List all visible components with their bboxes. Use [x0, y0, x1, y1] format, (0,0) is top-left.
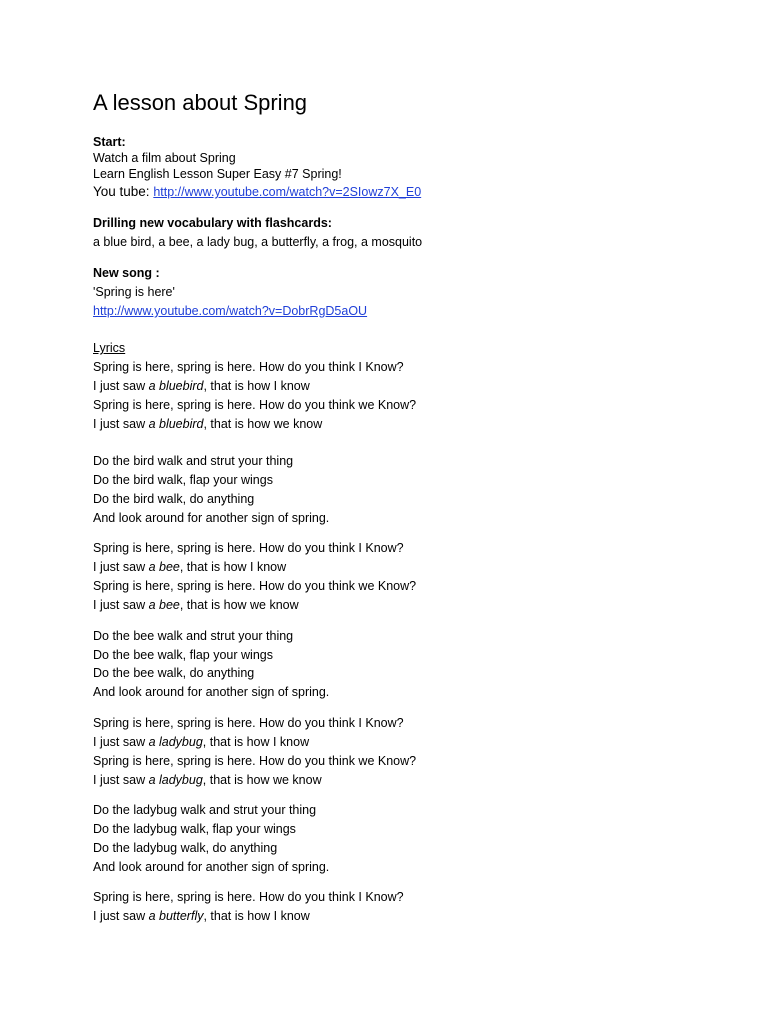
lyric-line: Spring is here, spring is here. How do you think I Know? — [93, 890, 404, 904]
lyric-line: I just saw a ladybug, that is how we know — [93, 773, 322, 787]
lyric-line: And look around for another sign of spring. — [93, 511, 330, 525]
lyric-line: And look around for another sign of spring. — [93, 685, 330, 699]
lyrics-heading: Lyrics — [93, 341, 126, 355]
lyric-line: Spring is here, spring is here. How do you think I Know? — [93, 541, 404, 555]
lyric-line: I just saw a ladybug, that is how I know — [93, 735, 310, 749]
lyric-line: I just saw a bee, that is how I know — [93, 560, 287, 574]
lyric-line: I just saw a bluebird, that is how I know — [93, 379, 310, 393]
lyric-line: Do the bird walk and strut your thing — [93, 454, 294, 468]
lyric-line: Do the ladybug walk and strut your thing — [93, 803, 317, 817]
start-heading: Start: — [93, 135, 126, 149]
drilling-heading: Drilling new vocabulary with flashcards: — [93, 216, 332, 230]
lyric-line: Do the ladybug walk, do anything — [93, 841, 278, 855]
lyric-line: Do the bee walk, flap your wings — [93, 648, 273, 662]
lyric-line: Do the bird walk, do anything — [93, 492, 255, 506]
youtube-link-1[interactable]: http://www.youtube.com/watch?v=2SIowz7X_E0 — [153, 185, 422, 199]
lyric-line: Do the ladybug walk, flap your wings — [93, 822, 296, 836]
lyric-line: Do the bird walk, flap your wings — [93, 473, 273, 487]
lyric-line: Spring is here, spring is here. How do you think I Know? — [93, 716, 404, 730]
lyric-line: Spring is here, spring is here. How do you think I Know? — [93, 360, 404, 374]
lyric-line: Do the bee walk, do anything — [93, 666, 255, 680]
start-line-1: Watch a film about Spring — [93, 151, 236, 165]
lyric-line: I just saw a bluebird, that is how we know — [93, 417, 323, 431]
lyric-line: And look around for another sign of spring. — [93, 860, 330, 874]
lyric-line: Spring is here, spring is here. How do you think we Know? — [93, 398, 417, 412]
song-name: 'Spring is here' — [93, 285, 175, 299]
youtube-label: You tube: — [93, 184, 154, 199]
lyric-line: I just saw a bee, that is how we know — [93, 598, 299, 612]
lyric-line: Do the bee walk and strut your thing — [93, 629, 294, 643]
drilling-words: a blue bird, a bee, a lady bug, a butterfly, a frog, a mosquito — [93, 235, 423, 249]
song-link-line — [93, 303, 367, 319]
lyric-line: I just saw a butterfly, that is how I know — [93, 909, 310, 923]
youtube-line — [93, 184, 421, 200]
start-line-2: Learn English Lesson Super Easy #7 Spring! — [93, 167, 342, 181]
new-song-heading: New song : — [93, 266, 160, 280]
lyric-line: Spring is here, spring is here. How do you think we Know? — [93, 754, 417, 768]
page-title: A lesson about Spring — [93, 90, 308, 115]
lyric-line: Spring is here, spring is here. How do you think we Know? — [93, 579, 417, 593]
youtube-link-2[interactable]: http://www.youtube.com/watch?v=DobrRgD5aOU — [93, 304, 368, 318]
